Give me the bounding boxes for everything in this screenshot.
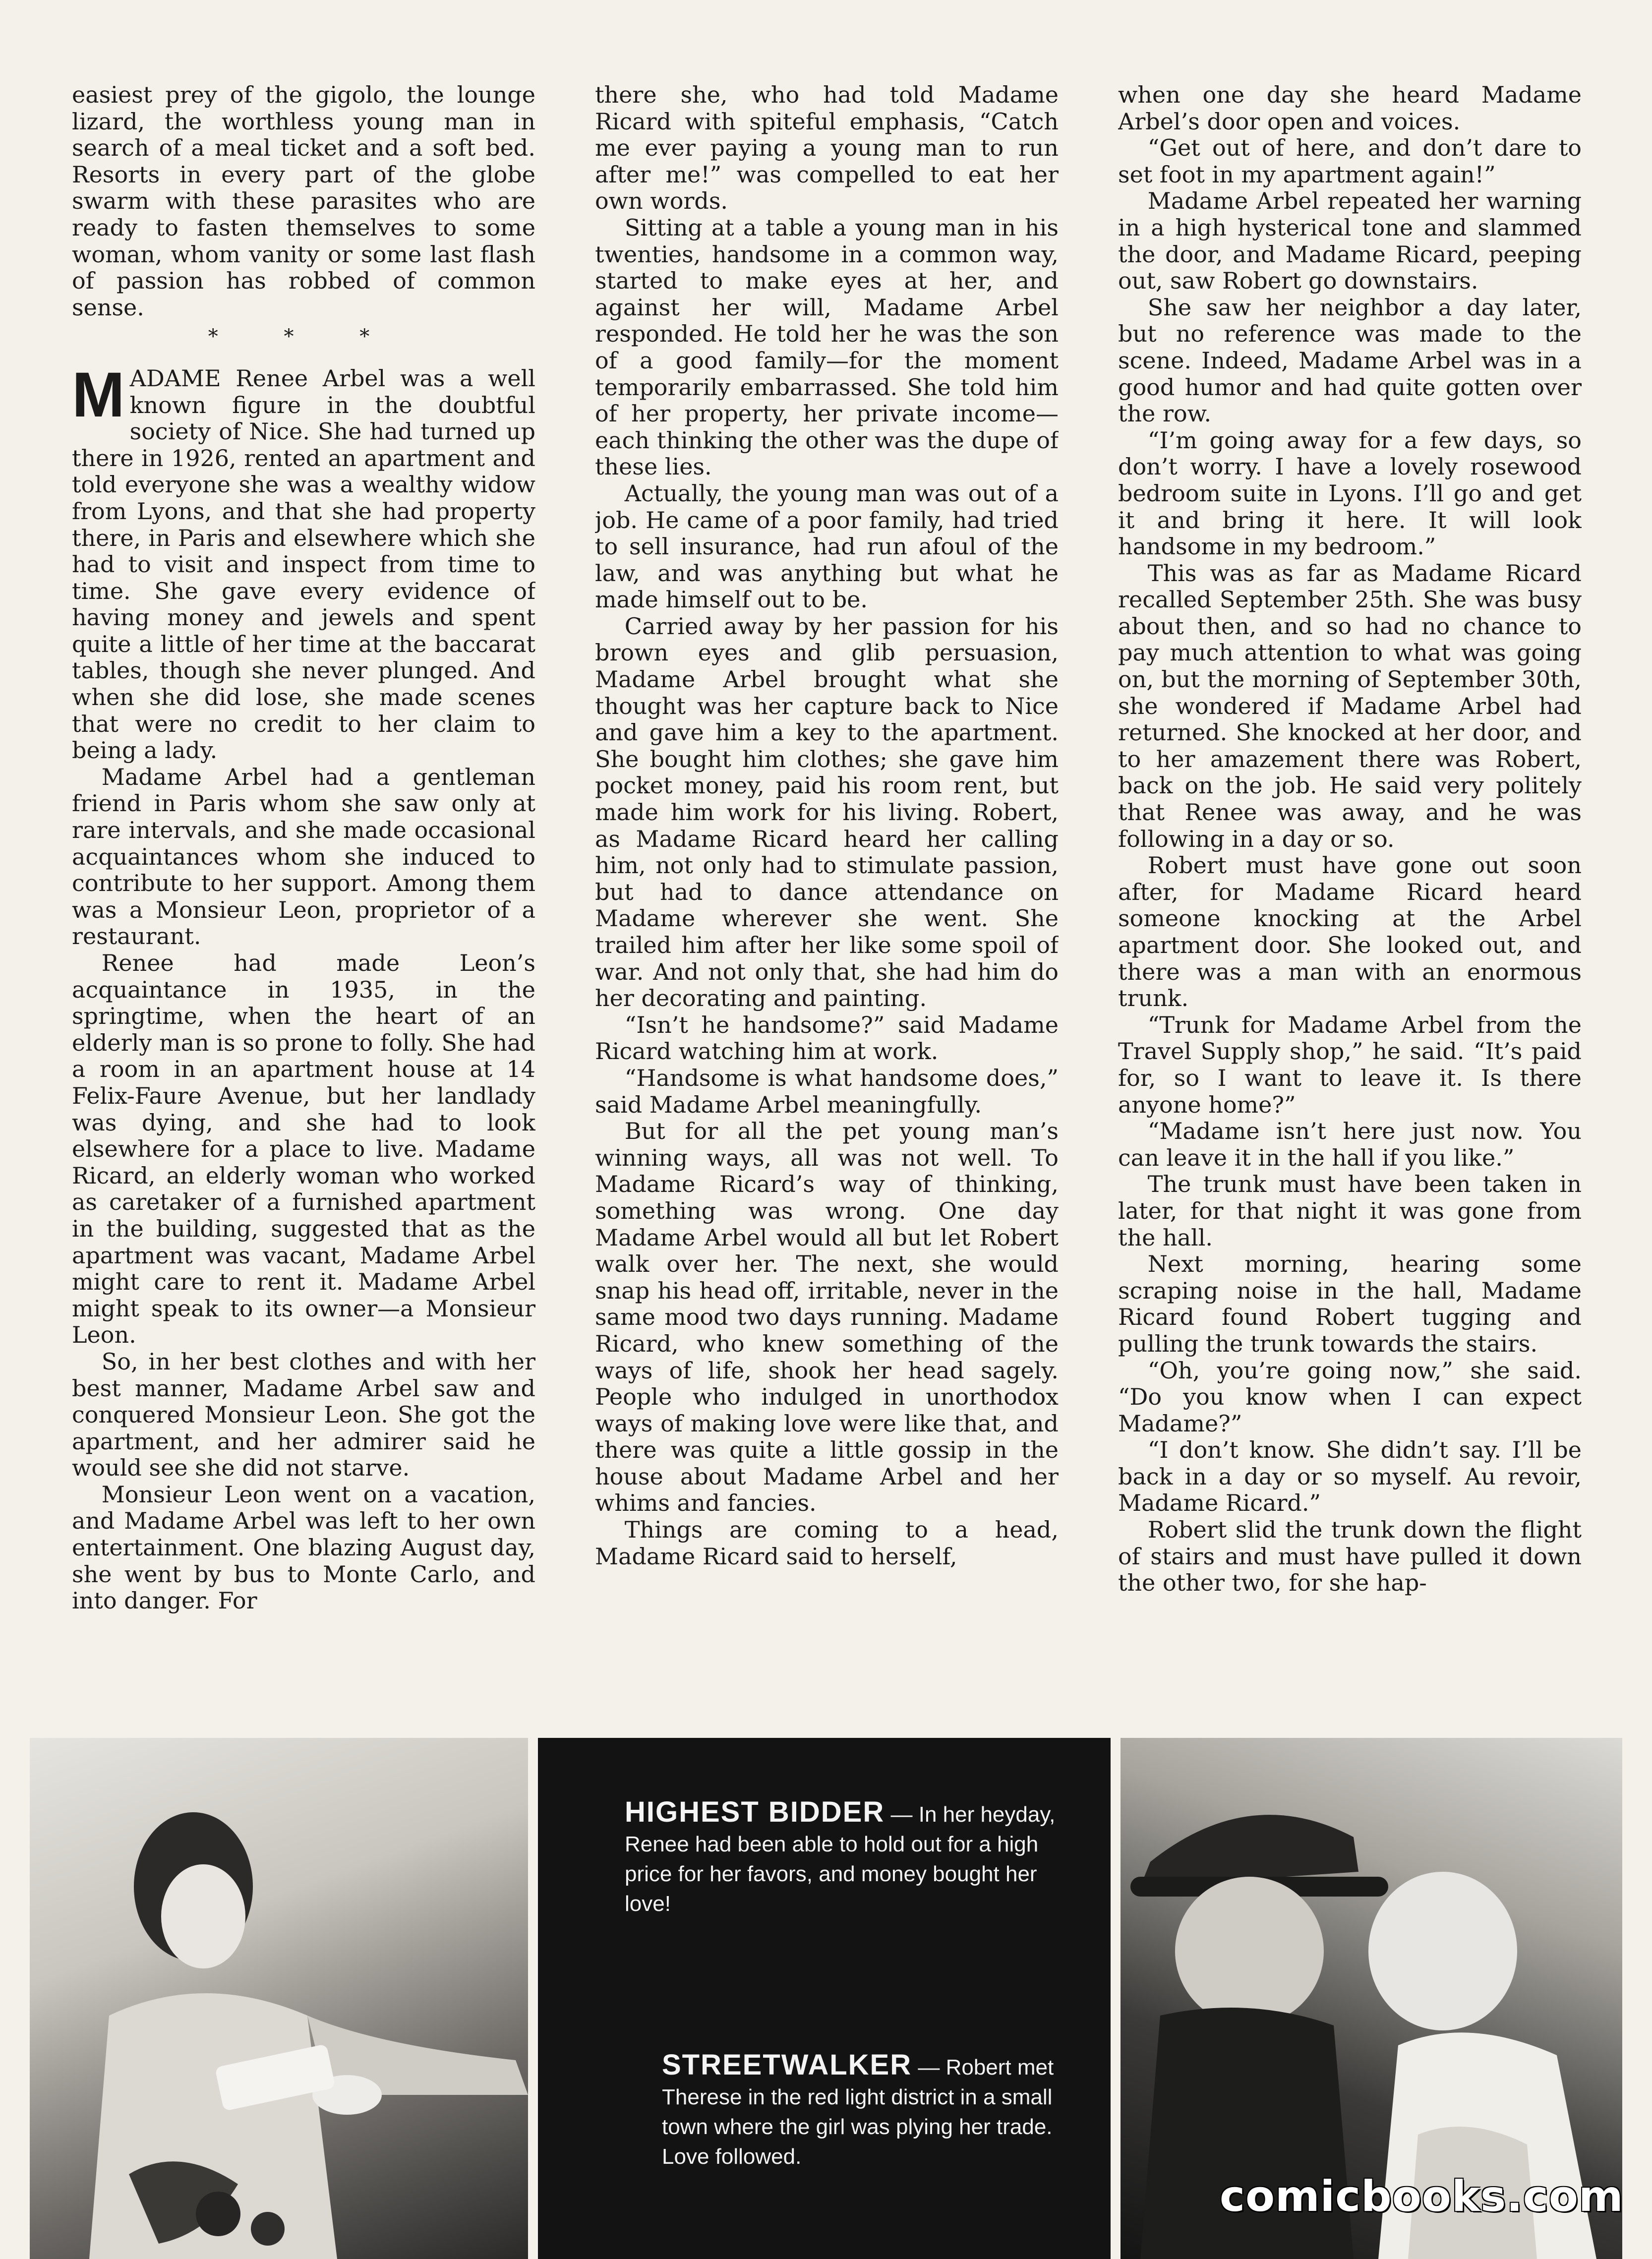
paragraph: So, in her best clothes and with her best manner, Madame Arbel saw and conquered Monsieur Leon. She got the apartment, and her admirer said he would see she did not starve. — [72, 1348, 535, 1482]
section-separator: * * * — [208, 325, 400, 349]
paragraph: Actually, the young man was out of a job. He came of a poor family, had tried to sell insurance, had run afoul of the law, and was anything but what he made himself out to be. — [595, 479, 1059, 613]
paragraph: “I’m going away for a few days, so don’t worry. I have a lovely rosewood bedroom suite in Lyons. I’ll go and get it and bring it here. It will look handsome in my bedroom.” — [1118, 426, 1582, 560]
paragraph: “Madame isn’t here just now. You can leave it in the hall if you like.” — [1118, 1118, 1582, 1171]
paragraph: Things are coming to a head, Madame Ricard said to herself, — [595, 1516, 1059, 1570]
paragraph: Next morning, hearing some scraping noise in the hall, Madame Ricard found Robert tugging and pulling the trunk towards the stairs. — [1118, 1250, 1582, 1357]
paragraph: Robert slid the trunk down the flight of stairs and must have pulled it down the other two, for she hap- — [1118, 1516, 1582, 1597]
paragraph: But for all the pet young man’s winning ways, all was not well. To Madame Ricard’s way of thinking, something was wrong. One day Madame Arbel would all but let Robert walk over her. The next, she would snap his head off, irritable, never in the same mood two days running. Madame Ricard, who knew something of the ways of life, shook her head sagely. People who indulged in unorthodox ways of making love were like that, and there was quite a little gossip in the house about Madame Arbel and her whims and fancies. — [595, 1118, 1059, 1517]
drop-cap: M — [72, 359, 125, 430]
paragraph: there she, who had told Madame Ricard with spiteful emphasis, “Catch me ever paying a young man to run after me!” was compelled to eat her own words. — [595, 82, 1059, 215]
paragraph: Madame Arbel had a gentleman friend in Paris whom she saw only at rare intervals, and she made occasional acquaintances whom she induced to contribute to her support. Among them was a Monsieur Leon, proprietor of a restaurant. — [72, 763, 535, 950]
caption-panel — [538, 1738, 1111, 2259]
paragraph: “Trunk for Madame Arbel from the Travel Supply shop,” he said. “It’s paid for, so I want to leave it. Is there anyone home?” — [1118, 1011, 1582, 1118]
paragraph-text: ADAME Renee Arbel was a well known figure in the doubtful society of Nice. She had turned up there in 1926, rented an apartment and told everyone she was a wealthy widow from Lyons, and that she had property there, in Paris and elsewhere which she had to visit and inspect from time to time. She gave every evidence of having money and jewels and spent quite a little of her time at the baccarat tables, though she never plunged. And when she did lose, she made scenes that were no credit to her claim to being a lady. — [72, 364, 535, 764]
caption-title: HIGHEST BIDDER — [625, 1796, 885, 1828]
paragraph: Renee had made Leon’s acquaintance in 1935, in the springtime, when the heart of an elderly man is so prone to folly. She had a room in an apartment house at 14 Felix-Faure Avenue, but her landlady was dying, and she had to look elsewhere for a place to live. Madame Ricard, an elderly woman who worked as caretaker of a furnished apartment in the building, suggested that as the apartment was vacant, Madame Arbel might care to rent it. Madame Arbel might speak to its owner—a Monsieur Leon. — [72, 950, 535, 1349]
paragraph: Carried away by her passion for his brown eyes and glib persuasion, Madame Arbel brought what she thought was her capture back to Nice and gave him a key to the apartment. She bought him clothes; she gave him pocket money, paid his room rent, but made him work for his living. Robert, as Madame Ricard heard her calling him, not only had to stimulate passion, but had to dance attendance on Madame wherever she went. She trailed him after her like some spoil of war. And not only that, she had him do her decorating and painting. — [595, 612, 1059, 1012]
paragraph: “Isn’t he handsome?” said Madame Ricard watching him at work. — [595, 1011, 1059, 1065]
paragraph: She saw her neighbor a day later, but no reference was made to the scene. Indeed, Madame Arbel was in a good humor and had quite gotten over the row. — [1118, 294, 1582, 427]
caption-text: — Robert met Therese in the red light district in a small town where the girl was plying her trade. Love followed. — [662, 2055, 1054, 2169]
photo-woman-illustration — [30, 1738, 528, 2259]
paragraph: when one day she heard Madame Arbel’s door open and voices. — [1118, 82, 1582, 135]
text-column-3 — [1118, 82, 1582, 1676]
paragraph: easiest prey of the gigolo, the lounge lizard, the worthless young man in search of a meal ticket and a soft bed. Resorts in every part of the globe swarm with these parasites who are ready to fasten themselves to some woman, whom vanity or some last flash of passion has robbed of common sense. — [72, 82, 535, 321]
watermark-logo: comicbooks.com — [1220, 2172, 1624, 2221]
paragraph: “Handsome is what handsome does,” said Madame Arbel meaningfully. — [595, 1064, 1059, 1118]
paragraph: “I don’t know. She didn’t say. I’ll be back in a day or so myself. Au revoir, Madame Ricard.” — [1118, 1436, 1582, 1517]
paragraph: This was as far as Madame Ricard recalled September 25th. She was busy about then, and so had no chance to pay much attention to what was going on, but the morning of September 30th, she wondered if Madame Arbel had returned. She knocked at her door, and to her amazement there was Robert, back on the job. He said very politely that Renee was away, and he was following in a day or so. — [1118, 559, 1582, 852]
caption-highest-bidder — [625, 1797, 1061, 1919]
photo-woman-with-money — [30, 1738, 528, 2259]
article-body — [72, 82, 1582, 1676]
caption-title: STREETWALKER — [662, 2049, 912, 2081]
paragraph: Robert must have gone out soon after, for Madame Ricard heard someone knocking at the Arbel apartment door. She looked out, and there was a man with an enormous trunk. — [1118, 852, 1582, 1012]
paragraph: Monsieur Leon went on a vacation, and Madame Arbel was left to her own entertainment. One blazing August day, she went by bus to Monte Carlo, and into danger. For — [72, 1481, 535, 1614]
paragraph: The trunk must have been taken in later, for that night it was gone from the hall. — [1118, 1171, 1582, 1251]
caption-text: — In her heyday, Renee had been able to hold out for a high price for her favors, and money bought her love! — [625, 1802, 1056, 1916]
text-column-1 — [72, 82, 535, 1676]
paragraph: Sitting at a table a young man in his twenties, handsome in a common way, started to make eyes at her, and against her will, Madame Arbel responded. He told her he was the son of a good family—for the moment temporarily embarrassed. She told him of her property, her private income—each thinking the other was the dupe of these lies. — [595, 214, 1059, 480]
text-column-2 — [595, 82, 1059, 1676]
paragraph: “Oh, you’re going now,” she said. “Do you know when I can expect Madame?” — [1118, 1357, 1582, 1437]
paragraph: “Get out of here, and don’t dare to set foot in my apartment again!” — [1118, 134, 1582, 188]
paragraph: Madame Arbel repeated her warning in a high hysterical tone and slammed the door, and Madame Ricard, peeping out, saw Robert go downstairs. — [1118, 187, 1582, 295]
caption-streetwalker — [662, 2050, 1098, 2172]
paragraph-with-dropcap — [72, 359, 535, 764]
